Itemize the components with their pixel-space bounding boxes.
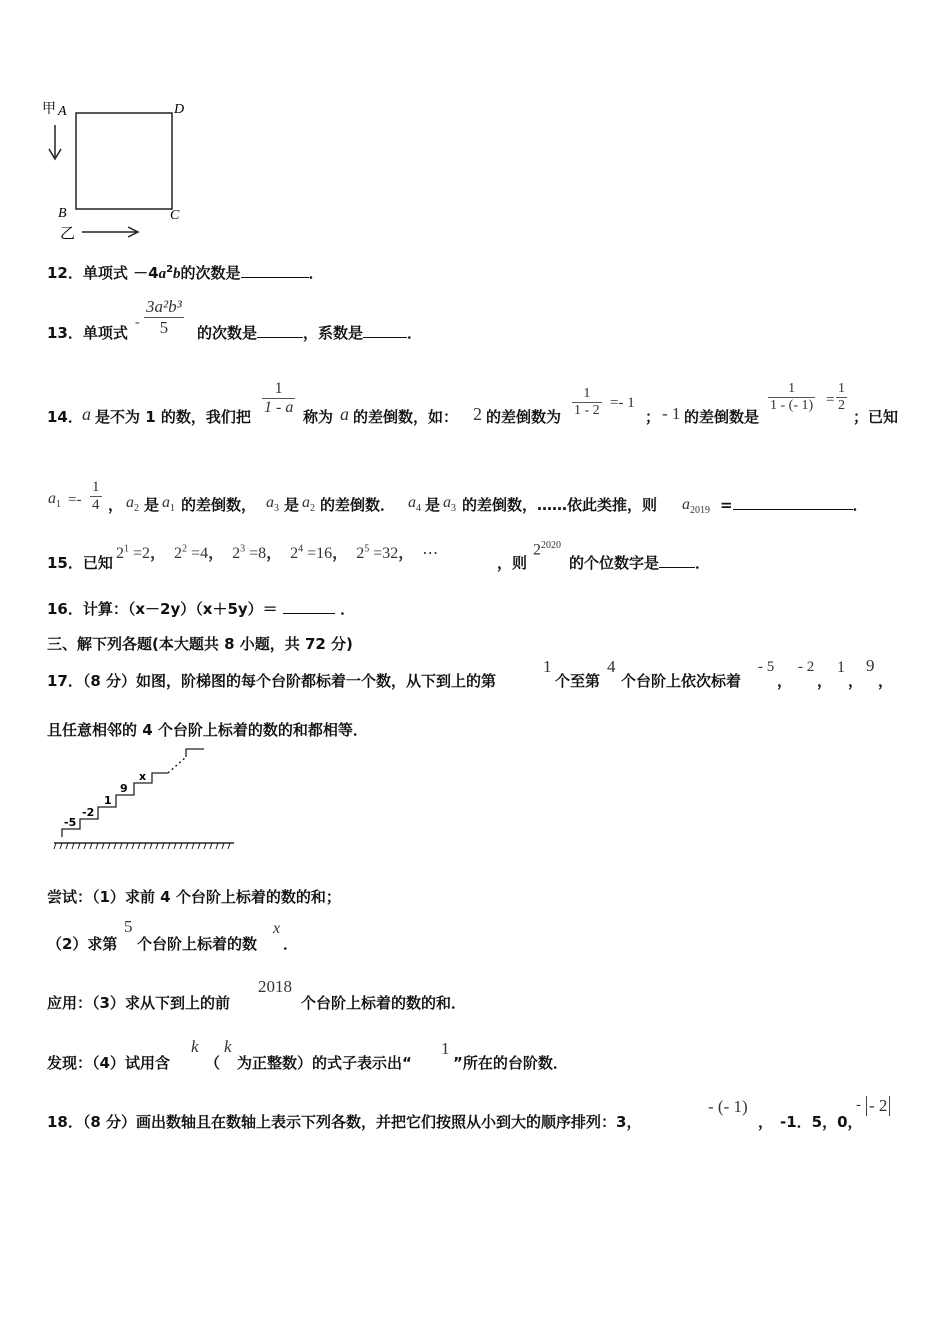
q17-sep1: ， <box>777 672 793 690</box>
q14-a1-ref: $a_1$ <box>162 494 175 515</box>
q17-try2b: 个台阶上标着的数 <box>137 935 258 953</box>
q14-a-2: a <box>340 404 349 424</box>
q17-find-d: ”所在的台阶数． <box>453 1054 568 1072</box>
square-abcd <box>76 113 172 209</box>
staircase-top <box>186 749 204 757</box>
q13-end: ． <box>407 324 423 342</box>
q14-a1-fraction: $\frac{1}{4}$ <box>92 479 100 513</box>
q13-numerator: 3a²b³ <box>146 297 182 316</box>
q14-a3: $a_3$ <box>266 494 279 515</box>
stair-label-3: 1 <box>104 794 112 807</box>
q15-rest: 的个位数字是 ． <box>569 554 711 572</box>
stair-label-1: -5 <box>64 816 77 829</box>
q13-blank2[interactable] <box>363 323 407 338</box>
staircase-figure <box>50 745 240 855</box>
question-12 <box>47 262 324 283</box>
q17-v4: 9 <box>866 656 875 675</box>
square-figure <box>40 95 200 245</box>
q17-find-a: 发现：（4）试用含 <box>47 1054 170 1072</box>
q14-diff-2: 的差倒数． <box>320 496 396 514</box>
label-jia: 甲 <box>42 101 56 117</box>
q14-f2-result: =- 1 <box>610 395 635 411</box>
q15-blank[interactable] <box>659 553 695 568</box>
ground-hatch <box>54 843 230 849</box>
q13-denominator: 5 <box>159 318 169 337</box>
q18-abs-expr: - 2 <box>866 1096 890 1116</box>
q14-num: 14． <box>47 408 83 426</box>
q17-sep4: ， <box>878 672 894 690</box>
q14-eq: = <box>826 392 835 408</box>
q14-diff-1: 的差倒数， <box>181 496 257 514</box>
q17-find-k2: k <box>224 1037 232 1056</box>
q17-try2end: ． <box>283 935 299 953</box>
q17-find-b: （ <box>205 1054 221 1072</box>
q18-sep: ， <box>758 1113 774 1131</box>
q17-try2x: x <box>273 920 281 937</box>
q14-semicolon: ； <box>645 408 661 426</box>
q14-a1: $a_1$ <box>48 490 61 511</box>
q12-text2: 的次数是 <box>180 264 241 282</box>
q12-blank[interactable] <box>241 263 309 278</box>
q13-text3: ，系数是 <box>303 324 364 342</box>
q18-e1: - (- 1) <box>708 1097 748 1116</box>
q14-t4: 的差倒数为 <box>486 408 562 426</box>
q13-num: 13． <box>47 324 83 342</box>
q12-text1: 单项式 <box>82 264 128 282</box>
q13-rest <box>197 322 422 343</box>
q17-try2n: 5 <box>124 917 133 936</box>
q17-find-one: 1 <box>441 1039 450 1058</box>
q13-text2: 的次数是 <box>197 324 258 342</box>
q14-fraction-result: $\frac{1}{2}$ <box>838 381 845 413</box>
q14-t7: 的差倒数，……依此类推，则 <box>462 496 658 514</box>
q18-text: 18．（8 分）画出数轴且在数轴上表示下列各数，并把它们按照从小到大的顺序排列：3， <box>47 1113 642 1131</box>
q14-blank[interactable] <box>733 495 853 510</box>
q15-then: ，则 <box>497 554 528 572</box>
q14-is-2: 是 <box>284 496 300 514</box>
q14-a1-eq: =- <box>68 492 82 508</box>
q14-t2: 称为 <box>303 408 334 426</box>
q14-fraction-3: $\frac{1}{1 - (- 1)}$ <box>770 381 814 413</box>
q13-blank1[interactable] <box>257 323 303 338</box>
q17-find-c: 为正整数）的式子表示出“ <box>237 1054 412 1072</box>
label-c: C <box>170 208 180 223</box>
q14-a3-ref: $a_3$ <box>443 494 456 515</box>
stair-label-4: 9 <box>120 782 128 795</box>
q14-answer: = ． <box>720 496 868 514</box>
q17-v2: - 2 <box>798 659 815 675</box>
q17-t2: 个至第 <box>555 672 601 690</box>
q17-v1: - 5 <box>758 659 775 675</box>
q13-fraction <box>144 297 184 338</box>
q14-two: 2 <box>473 404 482 424</box>
q14-t1: 是不为 1 的数，我们把 <box>95 408 251 426</box>
q14-a2019: $a_{2019}$ <box>682 496 710 517</box>
q12-num: 12． <box>47 264 83 282</box>
q17-try1: 尝试：（1）求前 4 个台阶上标着的数的和； <box>47 888 341 906</box>
q17-v3: 1 <box>837 659 845 676</box>
section-3-heading: 三、解下列各题(本大题共 8 小题，共 72 分) <box>47 635 353 653</box>
q17-t1: 17．（8 分）如图，阶梯图的每个台阶都标着一个数，从下到上的第 <box>47 672 497 690</box>
q16-blank[interactable] <box>283 599 335 614</box>
question-16: 16．计算：（x－2y）（x＋5y）＝ ． <box>47 600 356 618</box>
q17-app-n: 2018 <box>258 977 292 996</box>
q17-try2a: （2）求第 <box>47 935 118 953</box>
q17-line2: 且任意相邻的 4 个台阶上标着的数的和都相等． <box>47 721 368 739</box>
label-d: D <box>174 102 185 117</box>
q14-fraction-2: $\frac{1}{1 - 2}$ <box>574 386 600 418</box>
q17-find-k: k <box>191 1037 199 1056</box>
q14-is-1: 是 <box>144 496 160 514</box>
q17-app-b: 个台阶上标着的数的和． <box>301 994 467 1012</box>
q13-minus: - <box>135 315 140 330</box>
q18-mid: -1．5，0， <box>780 1113 863 1131</box>
staircase-dots <box>168 757 186 773</box>
q13-text1: 单项式 <box>82 324 128 342</box>
q17-app-a: 应用：（3）求从下到上的前 <box>47 994 230 1012</box>
label-b: B <box>58 206 67 221</box>
q14-fraction-1: $\frac{1}{1 - a}$ <box>264 380 294 416</box>
q15-power: $2^{2020}$ <box>533 540 561 559</box>
q17-n4: 4 <box>607 657 616 676</box>
q14-comma-1: ， <box>108 496 124 514</box>
q15-sequence: $2^1 =2$， $2^2 =4$， $2^3 =8$， $2^4 =16$， $2^5 =32$， ⋯ <box>116 543 439 562</box>
q12-expr: $-4a^2b$ <box>133 264 181 282</box>
q17-t3: 个台阶上依次标着 <box>621 672 742 690</box>
label-a: A <box>58 104 67 119</box>
q14-a: a <box>82 404 91 424</box>
label-yi: 乙 <box>60 224 76 242</box>
q14-a2: $a_2$ <box>126 494 139 515</box>
q18-e2-minus: - <box>856 1097 861 1113</box>
q14-is-3: 是 <box>425 496 441 514</box>
q17-sep3: ， <box>848 672 864 690</box>
q14-t3: 的差倒数，如： <box>353 408 459 426</box>
stair-label-2: -2 <box>82 806 95 819</box>
q17-sep2: ， <box>817 672 833 690</box>
q14-t6: ；已知 <box>853 408 899 426</box>
stair-label-5: x <box>139 770 147 783</box>
q17-n1: 1 <box>543 657 552 676</box>
q14-a4: $a_4$ <box>408 494 421 515</box>
q12-end: ． <box>308 264 324 282</box>
q14-neg1: - 1 <box>662 404 681 423</box>
q15-lead: 15．已知 <box>47 554 113 572</box>
question-13 <box>47 322 128 343</box>
q14-t5: 的差倒数是 <box>684 408 760 426</box>
staircase-steps <box>62 773 168 837</box>
q14-a2-ref: $a_2$ <box>302 494 315 515</box>
